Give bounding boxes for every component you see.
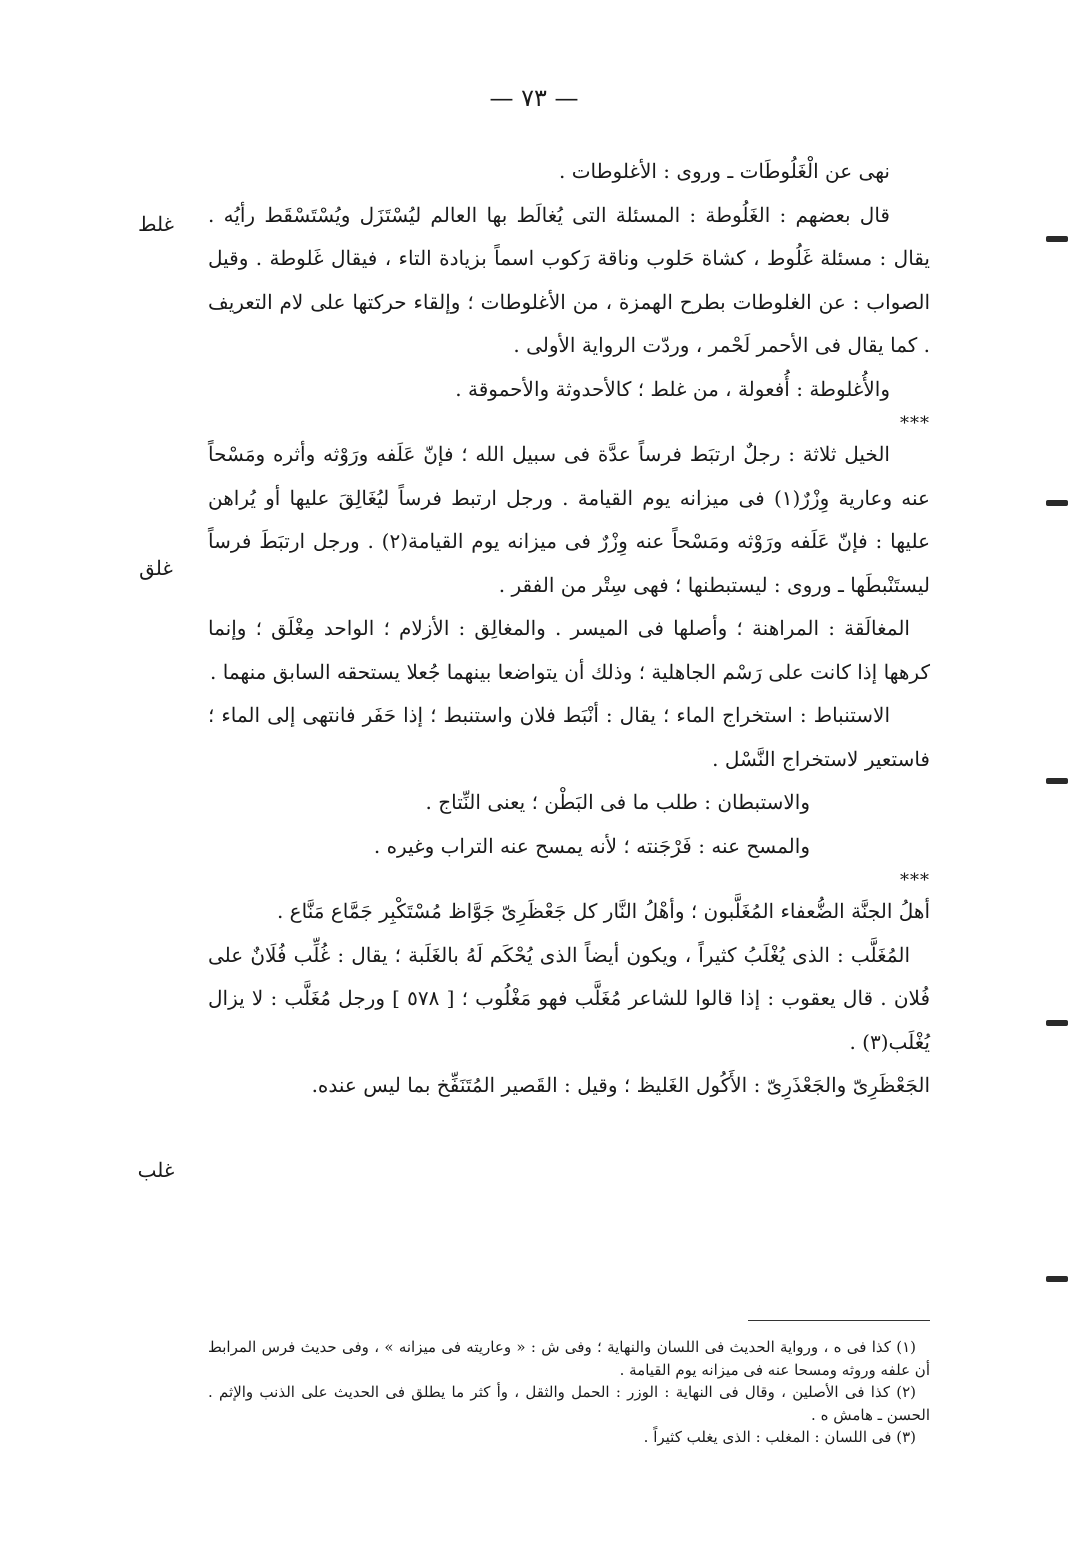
scan-edge-mark xyxy=(1046,1020,1068,1026)
footnote-3: (٣) فى اللسان : المغلب : الذى يغلب كثيراً . xyxy=(643,1428,916,1446)
footnote-1: (١) كذا فى ه ، ورواية الحديث فى اللسان والنهاية ؛ وفى ش : « وعاريته فى ميزانه » ، وفى حديث فرس المرابط أن علفه وروثه ومسحا عنه فى ميزانه يوم القيامة . xyxy=(208,1338,930,1379)
paragraph-6: الاستنباط : استخراج الماء ؛ يقال : أنْبَط فلان واستنبط ؛ إذا حَفَر فانتهى إلى الماء ؛ فاستعير لاستخراج النَّسْل . xyxy=(208,703,930,771)
section-separator: *** xyxy=(900,413,930,434)
paragraph-1: نهى عن الْغَلُوطَات ـ وروى : الأغلوطات . xyxy=(558,159,890,183)
footnote-divider xyxy=(748,1320,930,1321)
paragraph-9: أهلُ الجنَّة الضُّعفاء المُغَلَّبون ؛ وأهْلُ النَّار كل جَعْظَرِىّ جَوَّاظ مُسْتَكْبِر جَمَّاع مَنَّاع . xyxy=(276,899,930,923)
paragraph-8: والمسح عنه : فَرْجَنته ؛ لأنه يمسح عنه التراب وغيره . xyxy=(373,833,810,858)
main-text xyxy=(208,150,930,1108)
paragraph-7: والاستبطان : طلب ما فى البَطْن ؛ يعنى النِّتاج . xyxy=(425,790,810,814)
paragraph-10: المُغَلَّب : الذى يُغْلَبُ كثيراً ، ويكون أيضاً الذى يُحْكَم لَهُ بالغَلَبة ؛ يقال : غُلِّب فُلَانٌ على فُلان . قال يعقوب : إذا قالوا للشاعر مُغَلَّب فهو مَغْلُوب ؛ [ ٥٧٨ ] ورجل مُغَلَّب : لا يزال يُغْلَب(٣) . xyxy=(208,942,930,1054)
scan-edge-mark xyxy=(1046,778,1068,784)
paragraph-5: المغالَقة : المراهنة ؛ وأصلها فى الميسر . والمغالِق : الأزلام ؛ الواحد مِغْلَق ؛ وإنما كرهها إذا كانت على رَسْم الجاهلية ؛ وذلك أن يتواضعا بينهما جُعلا يستحقه السابق منهما . xyxy=(208,616,930,684)
margin-headword-ghalaq: غلق xyxy=(139,556,173,580)
scan-edge-mark xyxy=(1046,1276,1068,1282)
section-separator: *** xyxy=(900,870,930,891)
margin-headword-ghalat: غلط xyxy=(137,212,175,236)
margin-headword-ghalab: غلب xyxy=(137,1158,175,1182)
scan-edge-mark xyxy=(1046,500,1068,506)
paragraph-4: الخيل ثلاثة : رجلٌ ارتبَط فرساً عدَّة فى سبيل الله ؛ فإنّ عَلَفه ورَوْثه وأثره ومَسْحاً عنه وعارية وِزْرٌ(١) فى ميزانه يوم القيامة . ورجل ارتبط فرساً ليُغَالِقَ عليها أو يُراهن عليها : فإنّ عَلَفه ورَوْثه ومَسْحاً عنه وِزْرٌ فى ميزانه يوم القيامة(٢) . ورجل ارتبَطَ فرساً ليستَنْبطَها ـ وروى : ليستبطنها ؛ فهى سِتْر من الفقر . xyxy=(208,442,930,597)
paragraph-2: قال بعضهم : الغَلُوطة : المسئلة التى يُغالَط بها العالم ليُسْتَزَل ويُسْتَسْقَط رأيُه . يقال : مسئلة غَلُوط ، كشاة حَلوب وناقة رَكوب اسماً بزيادة التاء ، فيقال غَلوطة . وقيل الصواب : عن الغلوطات بطرح الهمزة ، من الأغلوطات ؛ وإلقاء حركتها على لام التعريف . كما يقال فى الأحمر لَحْمر ، وردّت الرواية الأولى . xyxy=(208,202,930,357)
page-number: — ٧٣ — xyxy=(489,84,579,112)
paragraph-11: الجَعْظَرِىّ والجَعْذَرِىّ : الأَكُول الغَليظ ؛ وقيل : القَصير المُتَنَفِّخ بما ليس عنده. xyxy=(311,1073,930,1097)
paragraph-3: والأُغلوطة : أُفعولة ، من غلط ؛ كالأحدوثة والأحموقة . xyxy=(455,376,890,401)
scan-edge-mark xyxy=(1046,236,1068,242)
footnote-2: (٢) كذا فى الأصلين ، وقال فى النهاية : الوزر : الحمل والثقل ، وأ كثر ما يطلق فى الحديث على الذنب والإثم . الحسن ـ هامش ه . xyxy=(208,1383,930,1424)
footnotes xyxy=(208,1336,930,1449)
